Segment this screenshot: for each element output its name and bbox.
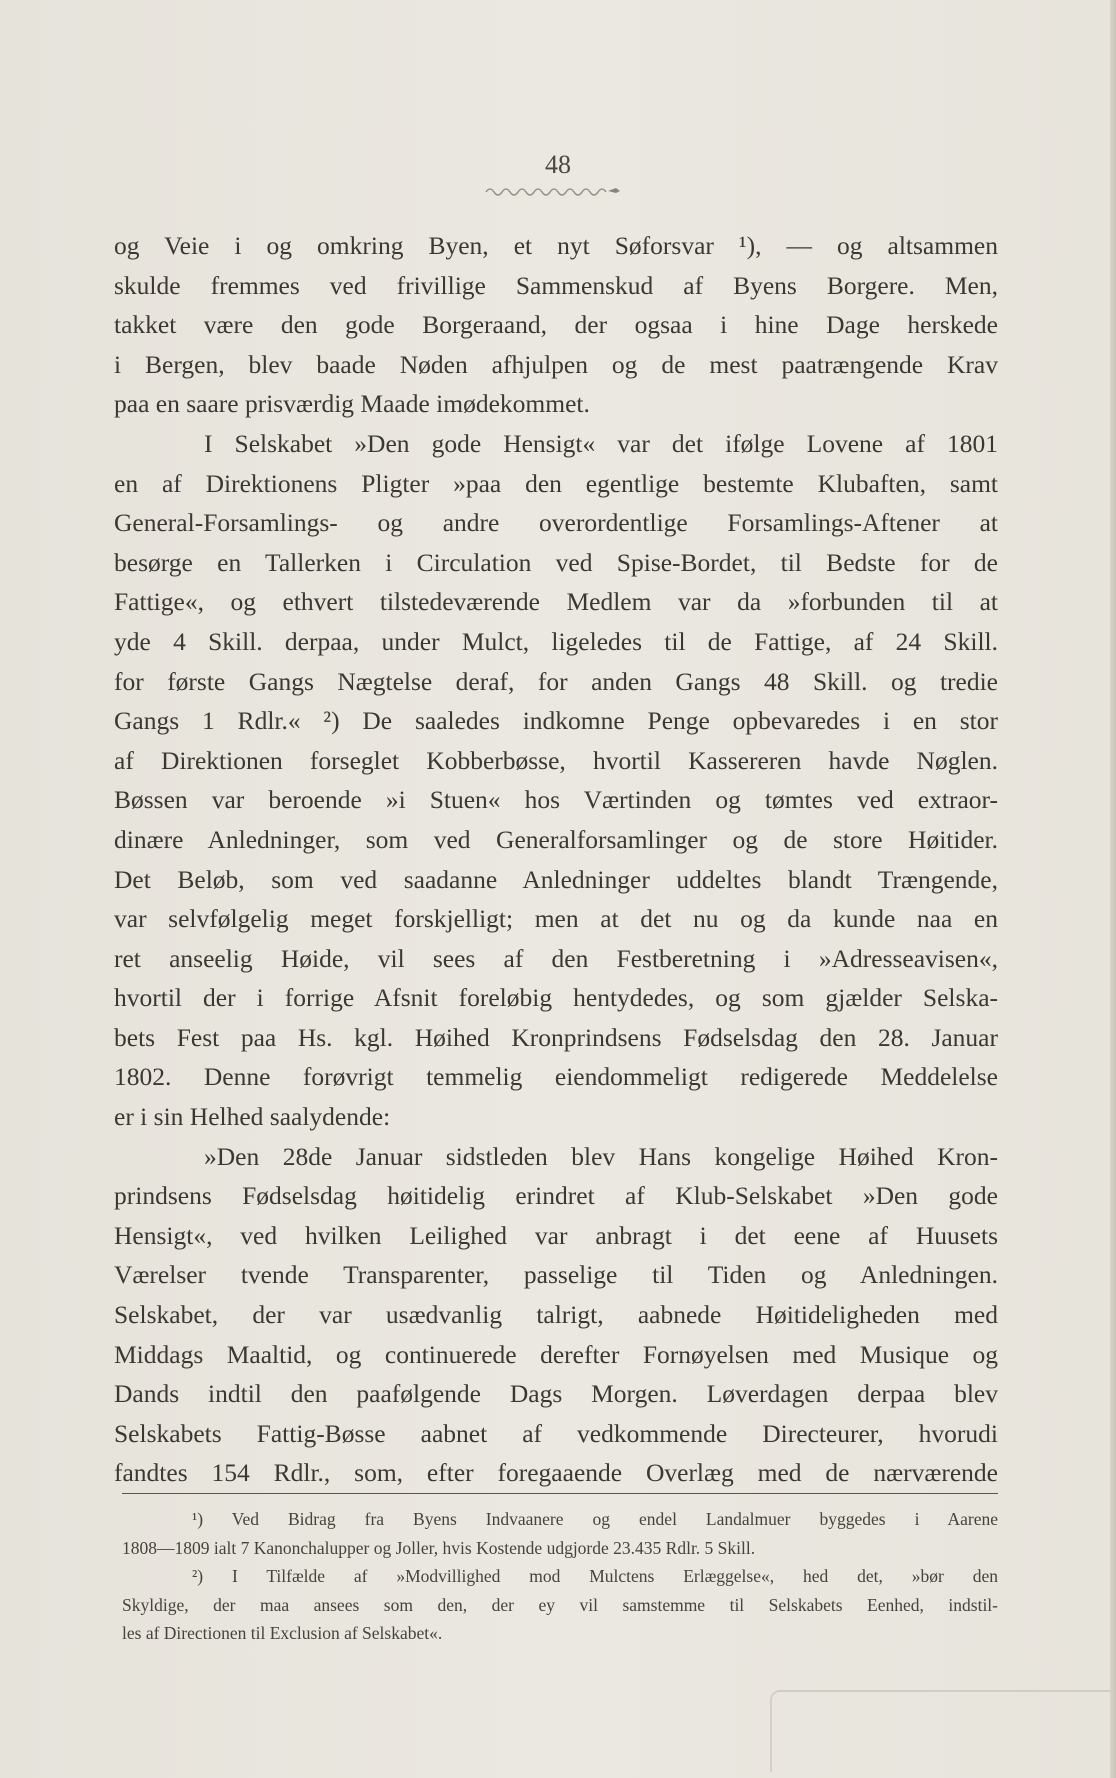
text-line: i Bergen, blev baade Nøden afhjulpen og de mest paatrængende Krav — [114, 349, 998, 379]
text-line: af Direktionen forseglet Kobberbøsse, hvortil Kassereren havde Nøglen. — [114, 745, 998, 775]
text-line: 1802. Denne forøvrigt temmelig eiendommeligt redigerede Meddelelse — [114, 1062, 998, 1092]
text-line: Det Beløb, som ved saadanne Anledninger uddeltes blandt Trængende, — [114, 864, 998, 894]
text-line: takket være den gode Borgeraand, der ogsaa i hine Dage herskede — [114, 310, 998, 340]
text-line: Middags Maaltid, og continuerede derefter Fornøyelsen med Musique og — [114, 1339, 998, 1369]
text-line: fandtes 154 Rdlr., som, efter foregaaende Overlæg med de nærværende — [114, 1458, 998, 1488]
text-line: Fattige«, og ethvert tilstedeværende Medlem var da »forbunden til at — [114, 587, 998, 617]
footnote-line: 1808—1809 ialt 7 Kanonchalupper og Joller, hvis Kostende udgjorde 23.435 Rdlr. 5 Skill. — [122, 1537, 756, 1558]
text-line: skulde fremmes ved frivillige Sammenskud af Byens Borgere. Men, — [114, 270, 998, 300]
page-corner-fold — [770, 1690, 1112, 1772]
body-text — [114, 226, 998, 1493]
text-line: bets Fest paa Hs. kgl. Høihed Kronprindsens Fødselsdag den 28. Januar — [114, 1022, 998, 1052]
text-line: Bøssen var beroende »i Stuen« hos Værtinden og tømtes ved extraor- — [114, 785, 998, 815]
wave-ornament — [484, 183, 624, 197]
text-line: Dands indtil den paafølgende Dags Morgen. Løverdagen derpaa blev — [114, 1379, 998, 1409]
text-line: ret anseelig Høide, vil sees af den Festberetning i »Adresseavisen«, — [114, 943, 998, 973]
text-line: yde 4 Skill. derpaa, under Mulct, ligeledes til de Fattige, af 24 Skill. — [114, 626, 998, 656]
text-line: en af Direktionens Pligter »paa den egentlige bestemte Klubaften, samt — [114, 468, 998, 498]
text-line: Selskabets Fattig-Bøsse aabnet af vedkommende Directeurer, hvorudi — [114, 1418, 998, 1448]
text-line: General-Forsamlings- og andre overordentlige Forsamlings-Aftener at — [114, 508, 998, 538]
text-line: paa en saare prisværdig Maade imødekommet. — [114, 389, 590, 419]
text-line: for første Gangs Nægtelse deraf, for anden Gangs 48 Skill. og tredie — [114, 666, 998, 696]
text-line: »Den 28de Januar sidstleden blev Hans kongelige Høihed Kron- — [204, 1141, 998, 1171]
text-line: I Selskabet »Den gode Hensigt« var det ifølge Lovene af 1801 — [204, 428, 998, 458]
footnote-line: ²) I Tilfælde af »Modvillighed mod Mulctens Erlæggelse«, hed det, »bør den — [192, 1566, 998, 1586]
text-line: Gangs 1 Rdlr.« ²) De saaledes indkomne Penge opbevaredes i en stor — [114, 706, 998, 736]
footnotes — [122, 1505, 998, 1648]
text-line: var selvfølgelig meget forskjelligt; men at det nu og da kunde naa en — [114, 904, 998, 934]
footnote-line: ¹) Ved Bidrag fra Byens Indvaanere og endel Landalmuer byggedes i Aarene — [192, 1509, 998, 1529]
footnote-line: les af Directionen til Exclusion af Selskabet«. — [122, 1623, 443, 1643]
text-line: Selskabet, der var usædvanlig talrigt, aabnede Høitideligheden med — [114, 1300, 998, 1330]
text-line: Værelser tvende Transparenter, passelige til Tiden og Anledningen. — [114, 1260, 998, 1290]
footnote-line: Skyldige, der maa ansees som den, der ey vil samstemme til Selskabets Eenhed, indstil- — [122, 1594, 998, 1615]
page-edge-shadow — [1110, 0, 1116, 1778]
text-line: er i sin Helhed saalydende: — [114, 1102, 391, 1132]
text-line: dinære Anledninger, som ved Generalforsamlinger og de store Høitider. — [114, 824, 998, 854]
page-number: 48 — [545, 150, 571, 179]
text-line: hvortil der i forrige Afsnit foreløbig hentydedes, og som gjælder Selska- — [114, 983, 998, 1013]
text-line: og Veie i og omkring Byen, et nyt Søforsvar ¹), — og altsammen — [114, 231, 998, 260]
text-line: besørge en Tallerken i Circulation ved Spise-Bordet, til Bedste for de — [114, 547, 998, 577]
footnote-rule — [122, 1493, 998, 1494]
text-line: prindsens Fødselsdag høitidelig erindret af Klub-Selskabet »Den gode — [114, 1181, 998, 1211]
text-line: Hensigt«, ved hvilken Leilighed var anbragt i det eene af Huusets — [114, 1220, 998, 1250]
